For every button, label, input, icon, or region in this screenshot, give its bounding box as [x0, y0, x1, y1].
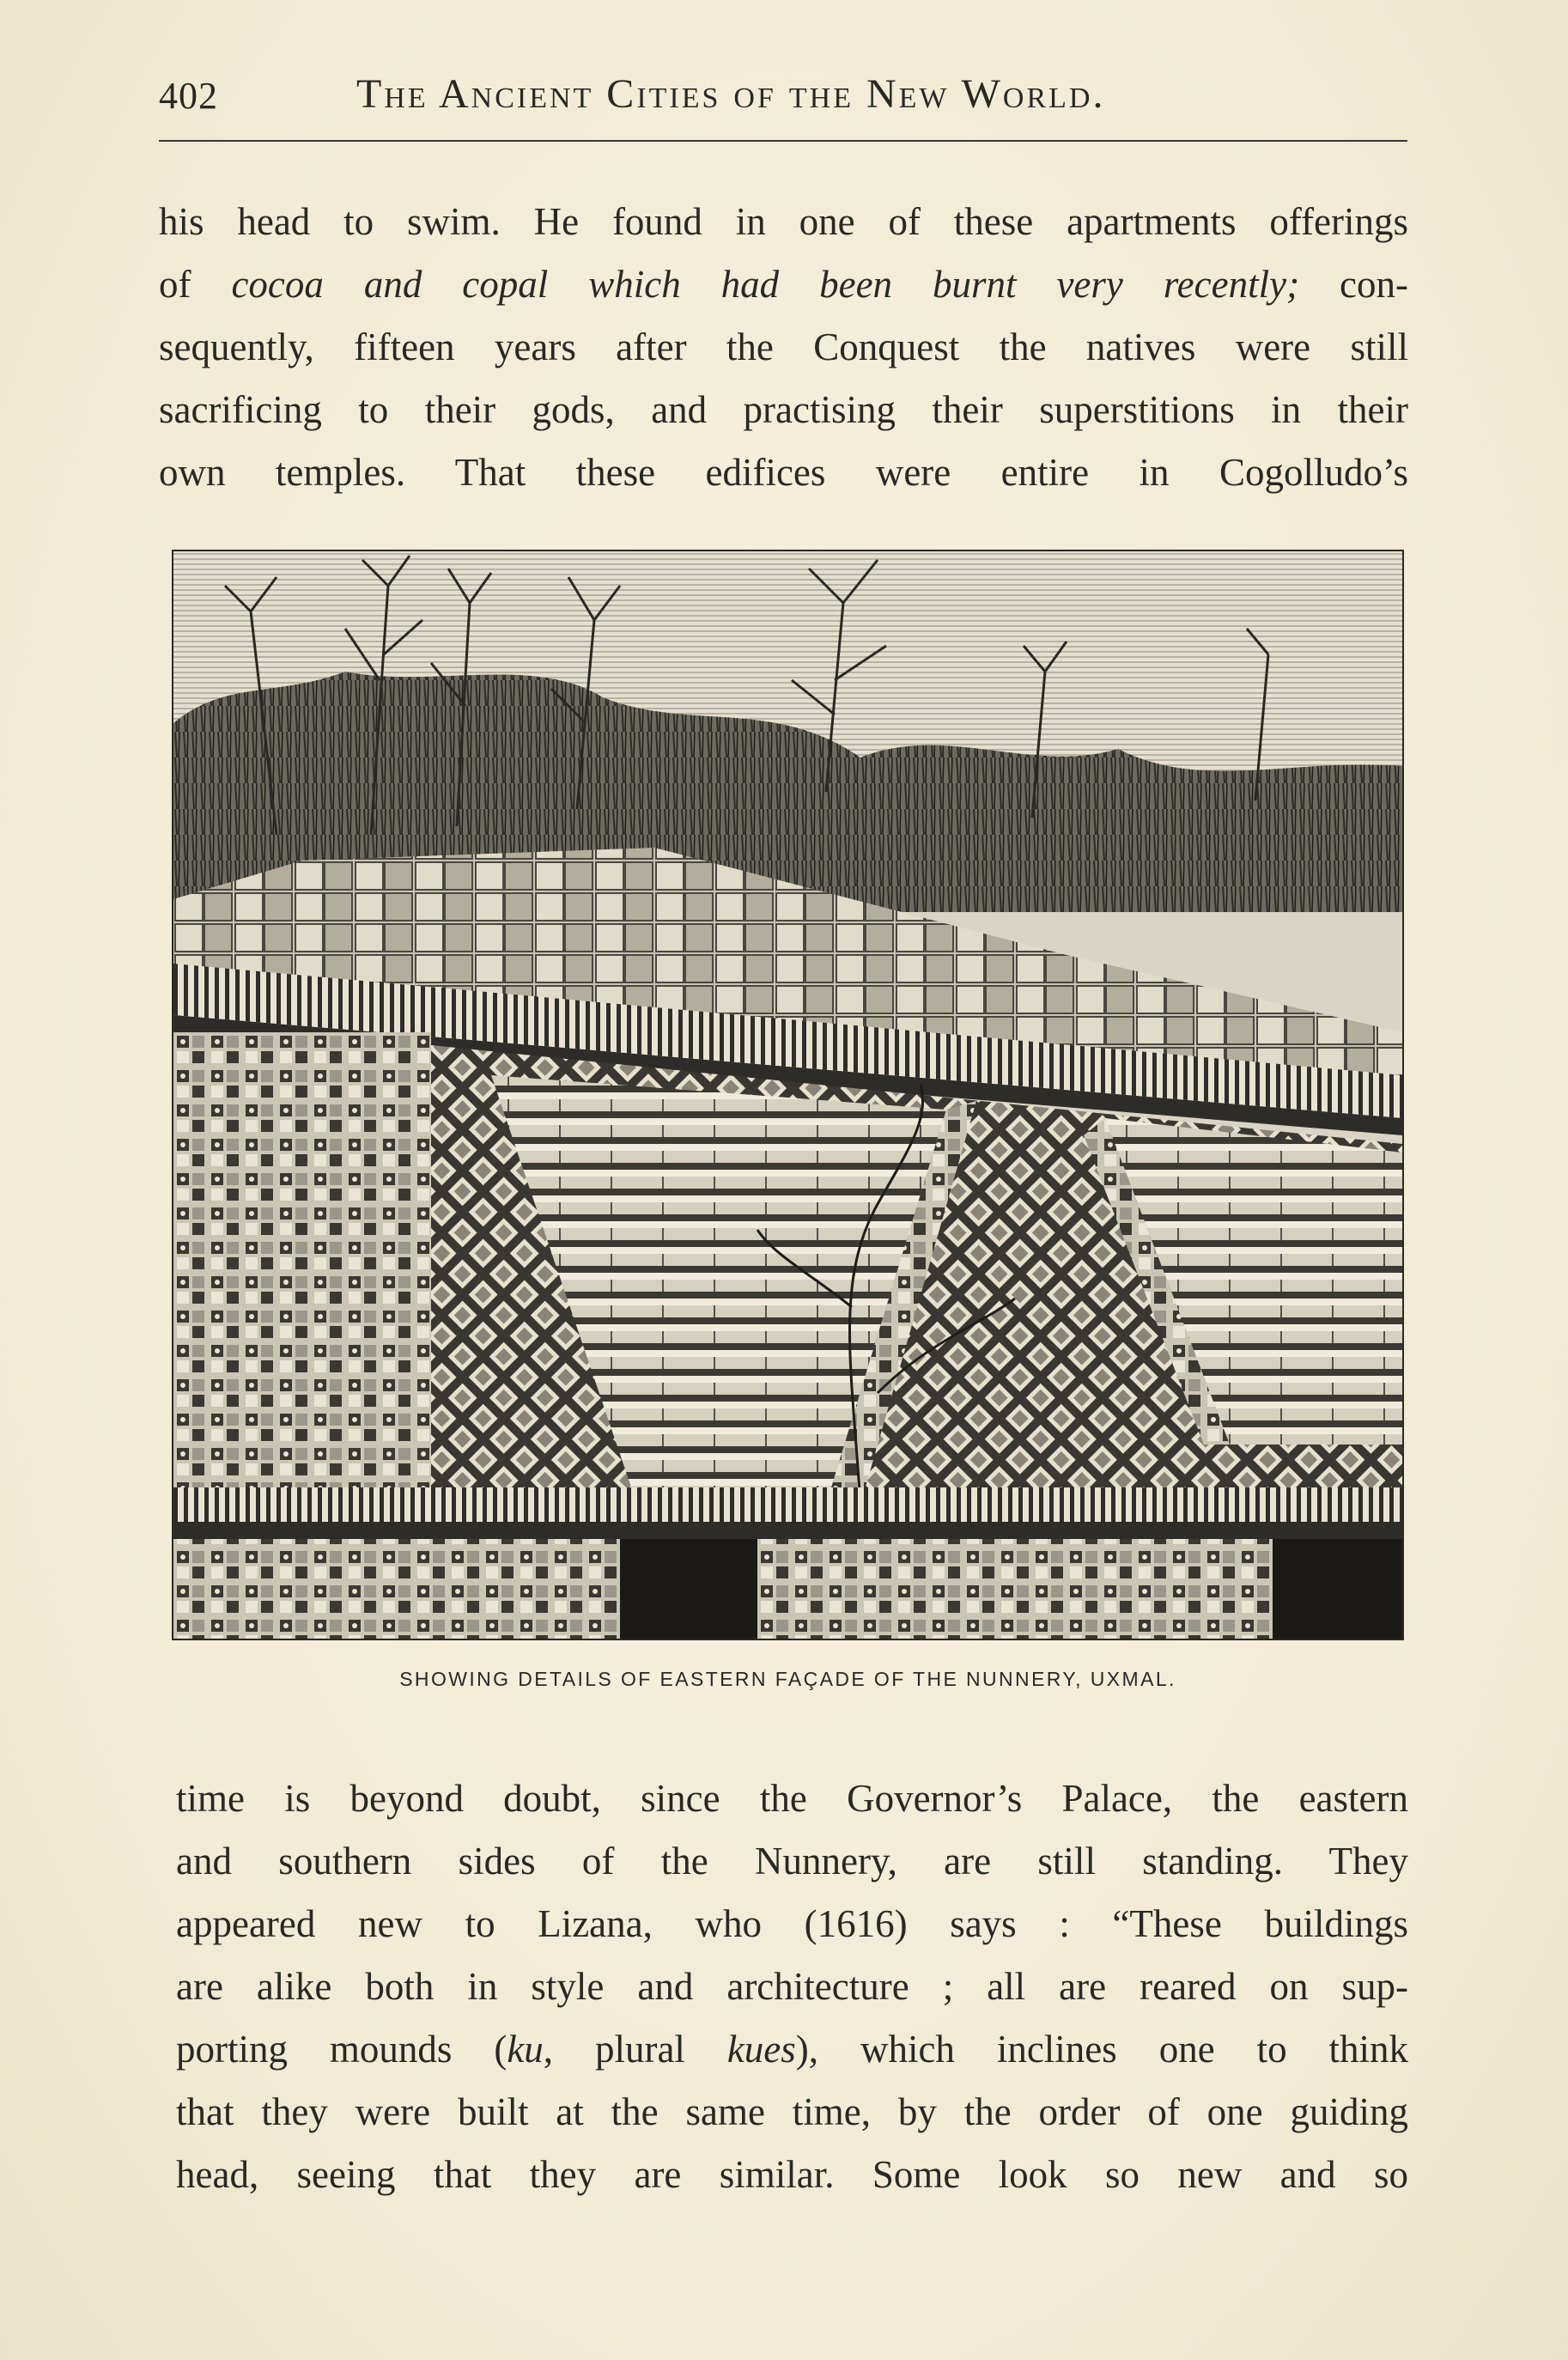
text-line: his head to swim. He found in one of these apartments offerings — [159, 200, 1408, 243]
italic-word: ku — [507, 2028, 544, 2071]
engraving-illustration — [172, 550, 1404, 1640]
paragraph-bottom — [176, 1767, 1408, 2206]
page-number: 402 — [159, 75, 218, 117]
paragraph-top — [159, 191, 1408, 504]
running-title: The Ancient Cities of the New World. — [356, 71, 1106, 117]
text-line: of cocoa and copal which had been burnt very recently; con- — [159, 263, 1408, 306]
text-line: sequently, fifteen years after the Conquest the natives were still — [159, 325, 1408, 368]
italic-word: kues — [726, 2028, 796, 2071]
text-line: own temples. That these edifices were entire in Cogolludo’s — [159, 451, 1408, 494]
header-rule — [159, 140, 1407, 142]
running-header — [159, 62, 1407, 122]
text-line: and southern sides of the Nunnery, are still standing. They — [176, 1840, 1408, 1883]
text-line: sacrificing to their gods, and practising their superstitions in their — [159, 388, 1408, 431]
text-line: appeared new to Lizana, who (1616) says : “These buildings — [176, 1902, 1408, 1945]
text-line: are alike both in style and architecture ; all are reared on sup- — [176, 1965, 1408, 2008]
text-line: time is beyond doubt, since the Governor’s Palace, the eastern — [176, 1777, 1408, 1820]
italic-phrase: cocoa and copal which had been burnt very recently; — [231, 263, 1300, 306]
figure-caption: SHOWING DETAILS OF EASTERN FAÇADE OF THE NUNNERY, UXMAL. — [399, 1668, 1176, 1690]
text-line: that they were built at the same time, by the order of one guiding — [176, 2090, 1408, 2133]
text-line: porting mounds (ku, plural kues), which inclines one to think — [176, 2028, 1408, 2071]
text-line: head, seeing that they are similar. Some look so new and so — [176, 2153, 1408, 2196]
